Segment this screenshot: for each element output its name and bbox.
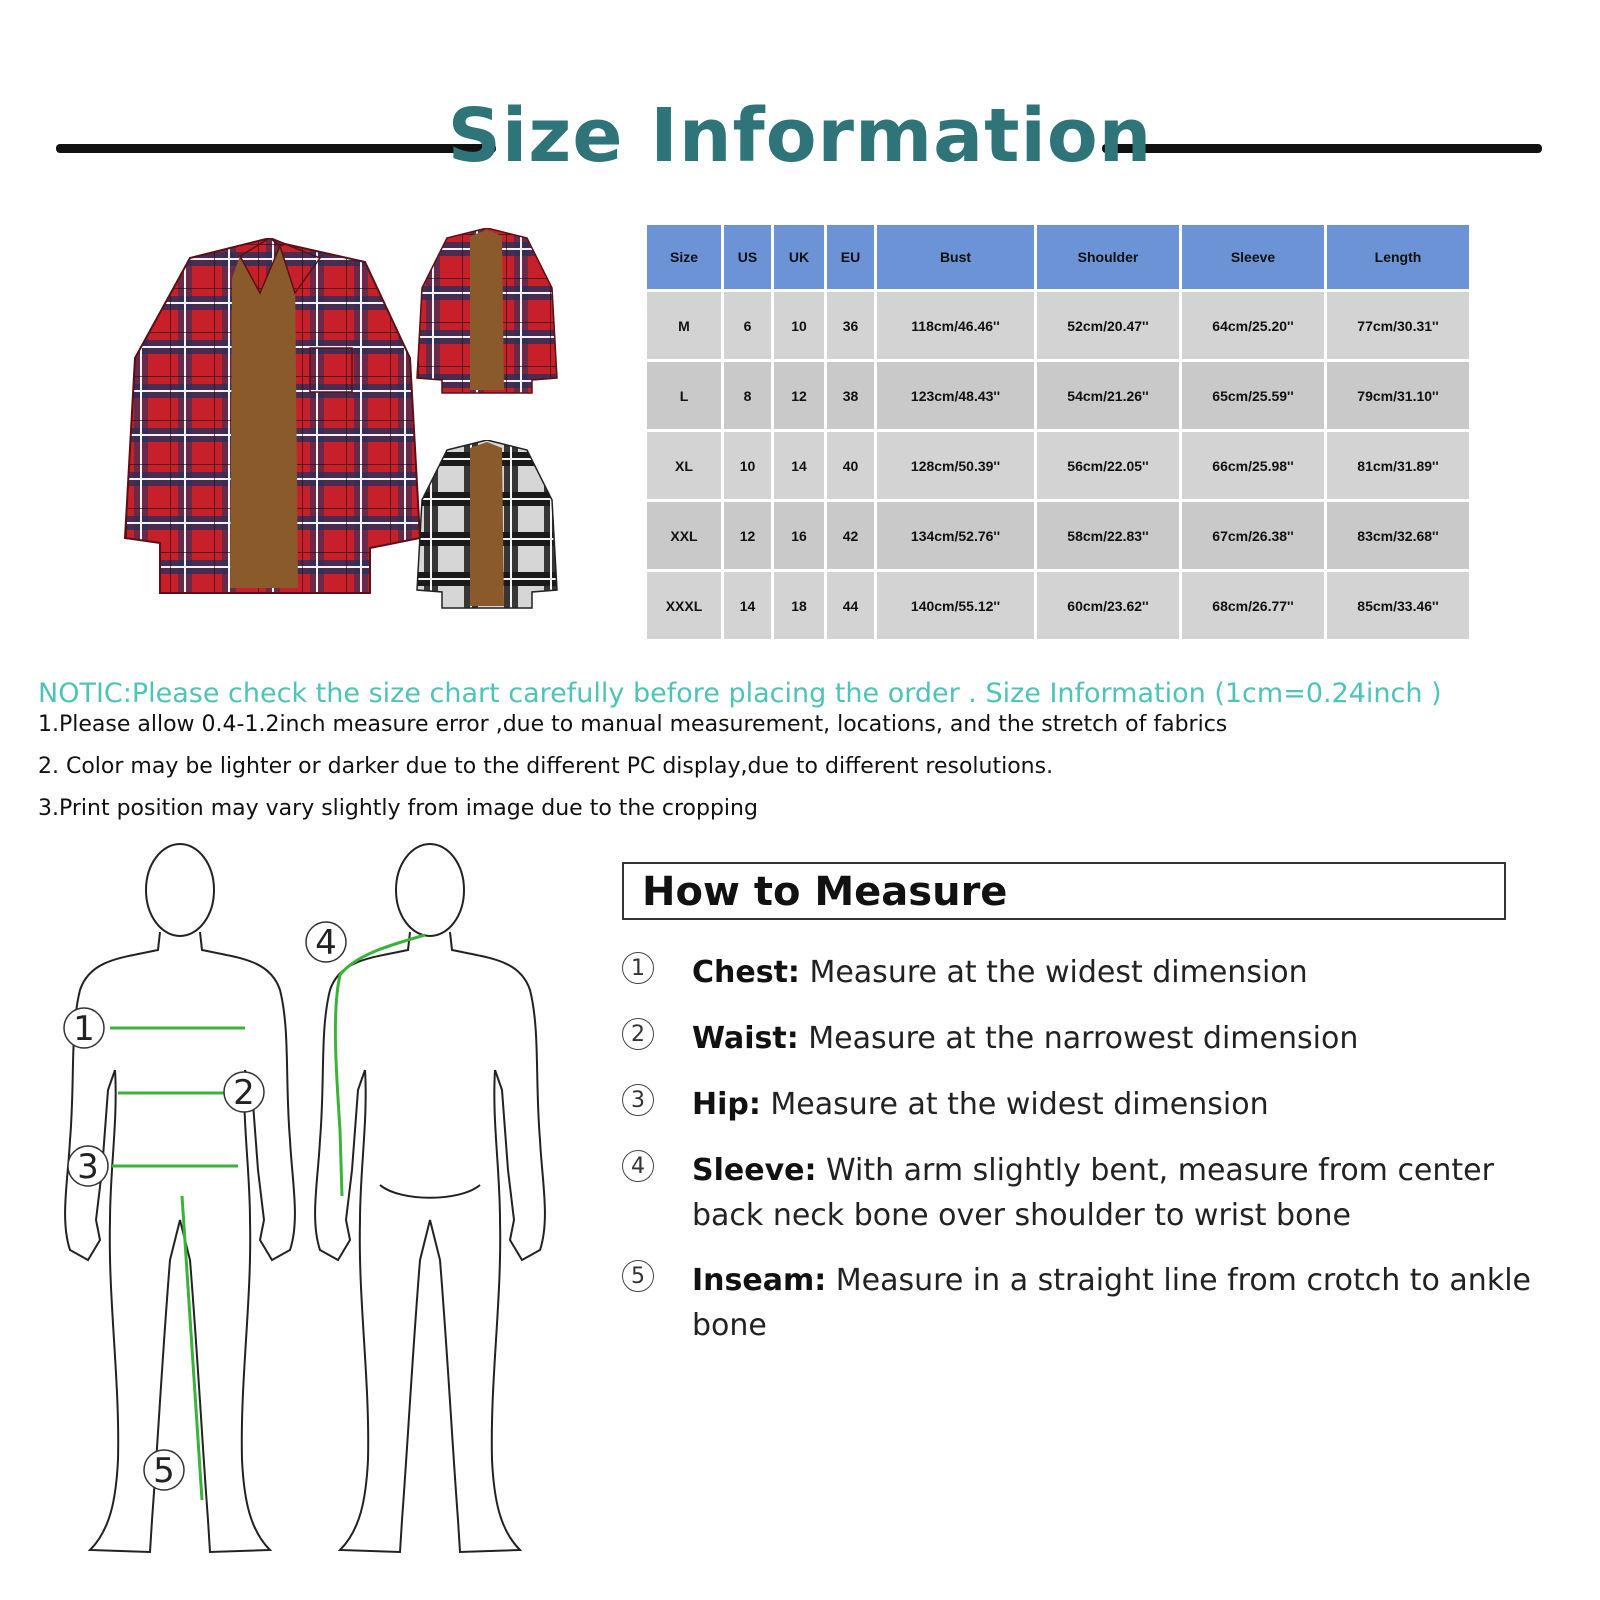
table-cell: 83cm/32.68'' [1327,502,1469,569]
table-cell: 140cm/55.12'' [877,572,1034,639]
figure-marker-5 [144,1450,184,1491]
table-cell: 6 [724,292,771,359]
header-size: Size [647,225,721,289]
table-cell: 134cm/52.76'' [877,502,1034,569]
measure-number: 2 [622,1018,654,1050]
size-chart-table [644,222,1472,642]
table-cell: 66cm/25.98'' [1182,432,1324,499]
header-uk: UK [774,225,824,289]
table-cell: 38 [827,362,874,429]
measure-description: Measure at the widest dimension [799,955,1308,990]
size-table-header-row [647,225,1469,289]
measure-term: Sleeve: [692,1153,817,1188]
measure-term: Waist: [692,1021,799,1056]
note-measure-error: 1.Please allow 0.4-1.2inch measure error ,due to manual measurement, locations, and the stretch of fabrics [38,712,1228,737]
table-cell: 54cm/21.26'' [1037,362,1179,429]
table-cell: 118cm/46.46'' [877,292,1034,359]
measure-text [692,1082,1532,1127]
table-cell: XL [647,432,721,499]
note-color: 2. Color may be lighter or darker due to the different PC display,due to different resolutions. [38,754,1054,779]
back-measure-lines [335,935,425,1196]
front-body-figure [65,844,295,1552]
table-cell: 16 [774,502,824,569]
measurement-figures [40,840,580,1580]
table-cell: 14 [774,432,824,499]
table-cell: 64cm/25.20'' [1182,292,1324,359]
measure-description: Measure at the widest dimension [760,1087,1269,1122]
table-row [647,432,1469,499]
how-to-measure-header [622,862,1506,920]
table-cell: 10 [774,292,824,359]
table-row [647,502,1469,569]
table-cell: 8 [724,362,771,429]
figure-marker-1 [64,1008,104,1049]
figure-label-4: 4 [315,923,337,963]
measure-text [692,1016,1532,1061]
table-cell: 14 [724,572,771,639]
table-cell: 44 [827,572,874,639]
table-cell: 67cm/26.38'' [1182,502,1324,569]
table-cell: 56cm/22.05'' [1037,432,1179,499]
header-sleeve: Sleeve [1182,225,1324,289]
measure-text [692,1258,1532,1348]
table-cell: XXL [647,502,721,569]
table-cell: 60cm/23.62'' [1037,572,1179,639]
size-notice: NOTIC:Please check the size chart carefully before placing the order . Size Information (1cm=0.24inch ) [38,678,1442,709]
table-cell: 68cm/26.77'' [1182,572,1324,639]
table-cell: 12 [724,502,771,569]
red-plaid-jacket-image [120,238,430,608]
figure-marker-4 [306,922,346,963]
table-row [647,292,1469,359]
table-cell: 79cm/31.10'' [1327,362,1469,429]
measure-term: Chest: [692,955,800,990]
table-cell: M [647,292,721,359]
table-cell: 10 [724,432,771,499]
header-shoulder: Shoulder [1037,225,1179,289]
table-cell: L [647,362,721,429]
measure-term: Hip: [692,1087,761,1122]
figure-label-2: 2 [233,1073,255,1113]
table-row [647,572,1469,639]
measure-description: Measure at the narrowest dimension [798,1021,1359,1056]
measure-description: Measure in a straight line from crotch to ankle bone [692,1263,1531,1343]
header-bust: Bust [877,225,1034,289]
table-cell: 128cm/50.39'' [877,432,1034,499]
measure-description: With arm slightly bent, measure from center back neck bone over shoulder to wrist bone [692,1153,1494,1233]
header-us: US [724,225,771,289]
table-cell: 52cm/20.47'' [1037,292,1179,359]
table-row [647,362,1469,429]
figure-label-1: 1 [73,1009,95,1049]
figure-marker-3 [68,1146,108,1187]
table-cell: 77cm/30.31'' [1327,292,1469,359]
measure-number: 1 [622,952,654,984]
black-plaid-jacket-image [412,440,562,612]
table-cell: 36 [827,292,874,359]
red-plaid-jacket-small-image [412,228,562,396]
measure-term: Inseam: [692,1263,827,1298]
table-cell: 123cm/48.43'' [877,362,1034,429]
how-to-measure-title: How to Measure [642,869,1008,915]
table-cell: XXXL [647,572,721,639]
measure-text [692,1148,1532,1238]
measure-number: 3 [622,1084,654,1116]
figure-label-3: 3 [77,1147,99,1187]
table-cell: 85cm/33.46'' [1327,572,1469,639]
measure-text [692,950,1532,995]
measure-number: 4 [622,1150,654,1182]
table-cell: 81cm/31.89'' [1327,432,1469,499]
figure-label-5: 5 [153,1451,175,1491]
table-cell: 42 [827,502,874,569]
back-body-figure [315,844,545,1552]
table-cell: 58cm/22.83'' [1037,502,1179,569]
measure-number: 5 [622,1260,654,1292]
page-title: Size Information [447,93,1153,179]
table-cell: 12 [774,362,824,429]
table-cell: 40 [827,432,874,499]
note-print-position: 3.Print position may vary slightly from image due to the cropping [38,796,758,821]
figure-marker-2 [224,1072,264,1113]
table-cell: 65cm/25.59'' [1182,362,1324,429]
table-cell: 18 [774,572,824,639]
header-eu: EU [827,225,874,289]
header-length: Length [1327,225,1469,289]
